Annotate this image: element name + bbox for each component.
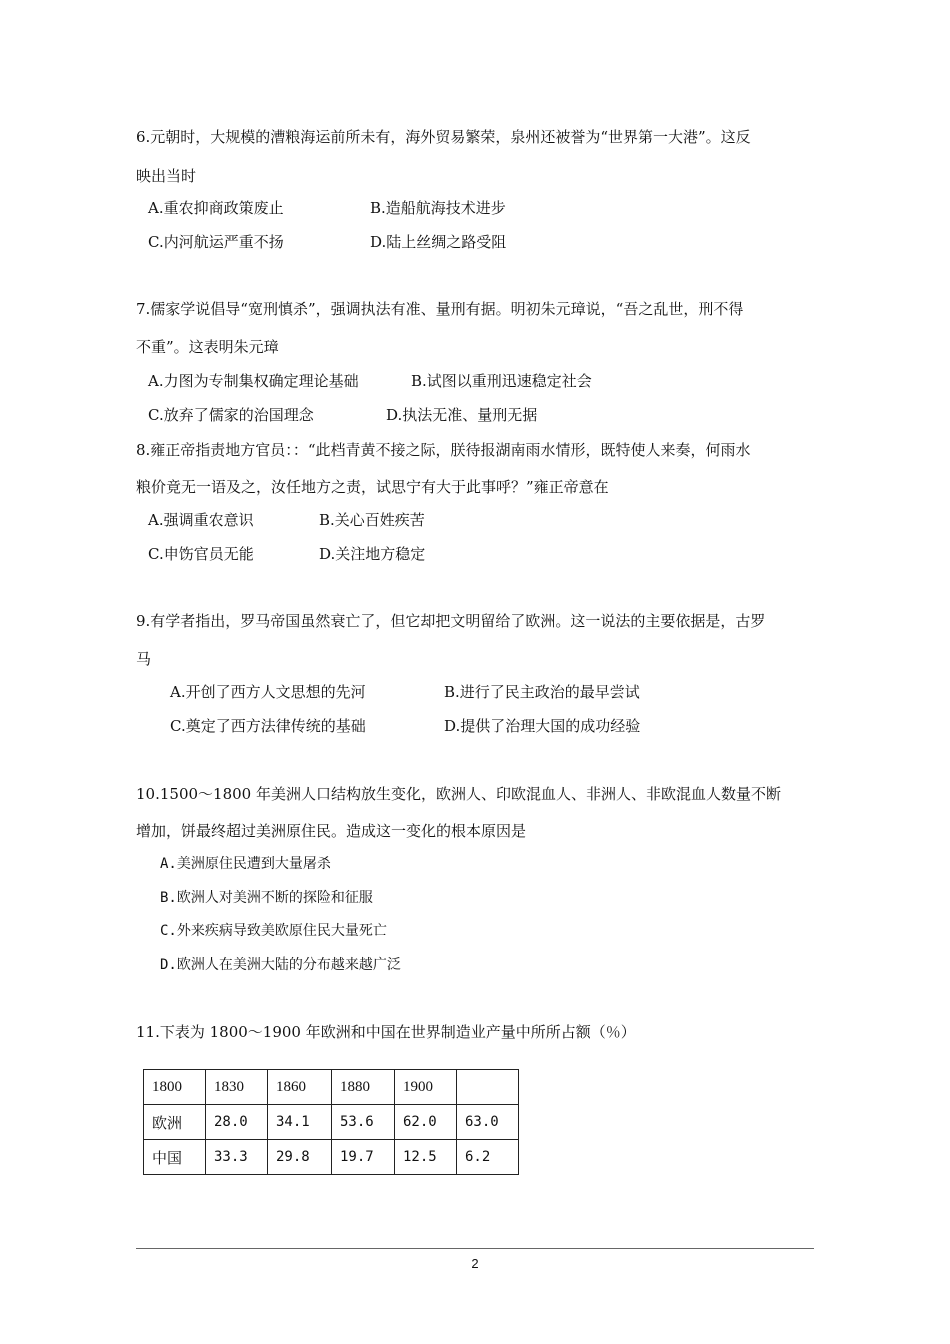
table-cell: 19.7: [332, 1140, 395, 1175]
table-cell: 1880: [332, 1070, 395, 1105]
table-cell: [457, 1070, 519, 1105]
q10-stem-line1: 10.1500～1800 年美洲人口结构放生变化，欧洲人、印欧混血人、非洲人、非欧混血人数量不断: [136, 785, 781, 803]
table-cell: 33.3: [206, 1140, 268, 1175]
table-cell: 欧洲: [144, 1105, 206, 1140]
q7-option-a: A.力图为专制集权确定理论基础: [148, 372, 359, 390]
q8-option-b: B.关心百姓疾苦: [319, 511, 425, 529]
q8-stem-line1: 8.雍正帝指责地方官员：：“此档青黄不接之际，朕待报湖南雨水情形，既特使人来奏，何雨水: [136, 441, 751, 459]
q9-stem-line1: 9.有学者指出，罗马帝国虽然衰亡了，但它却把文明留给了欧洲。这一说法的主要依据是，古罗: [136, 612, 766, 630]
q9-option-c: C.奠定了西方法律传统的基础: [170, 717, 366, 735]
q8-option-a: A.强调重农意识: [148, 511, 254, 529]
q9-option-b: B.进行了民主政治的最早尝试: [444, 683, 640, 701]
q8-option-d: D.关注地方稳定: [319, 545, 426, 563]
q6-option-b: B.造船航海技术进步: [370, 199, 506, 217]
q7-stem-line1: 7.儒家学说倡导“宽刑慎杀”，强调执法有准、量刑有据。明初朱元璋说，“吾之乱世，刑不得: [136, 300, 744, 318]
table-cell: 1830: [206, 1070, 268, 1105]
table-cell: 1800: [144, 1070, 206, 1105]
q11-stem-line1: 11.下表为 1800～1900 年欧洲和中国在世界制造业产量中所所占额（％）: [136, 1023, 636, 1041]
table-cell: 34.1: [268, 1105, 332, 1140]
q9-option-d: D.提供了治理大国的成功经验: [444, 717, 641, 735]
q10-option-c: C.外来疾病导致美欧原住民大量死亡: [160, 923, 387, 939]
q10-option-d: D.欧洲人在美洲大陆的分布越来越广泛: [160, 957, 401, 973]
table-cell: 29.8: [268, 1140, 332, 1175]
q6-stem-line1: 6.元朝时，大规模的漕粮海运前所未有，海外贸易繁荣，泉州还被誉为“世界第一大港”。这反: [136, 128, 751, 146]
table-row: [144, 1070, 519, 1105]
q7-option-c: C.放弃了儒家的治国理念: [148, 406, 314, 424]
q6-option-a: A.重农抑商政策废止: [148, 199, 284, 217]
table-cell: 中国: [144, 1140, 206, 1175]
table-cell: 1860: [268, 1070, 332, 1105]
q6-option-c: C.内河航运严重不扬: [148, 233, 284, 251]
table-cell: 62.0: [395, 1105, 457, 1140]
footer-divider: [136, 1248, 814, 1249]
table-cell: 12.5: [395, 1140, 457, 1175]
q6-stem-line2: 映出当时: [136, 167, 197, 185]
q7-stem-line2: 不重”。这表明朱元璋: [136, 338, 279, 356]
q9-stem-line2: 马: [136, 650, 152, 668]
table-row: [144, 1105, 519, 1140]
q6-option-d: D.陆上丝绸之路受阻: [370, 233, 507, 251]
q10-option-b: B.欧洲人对美洲不断的探险和征服: [160, 890, 373, 906]
q7-option-b: B.试图以重刑迅速稳定社会: [411, 372, 592, 390]
table-cell: 63.0: [457, 1105, 519, 1140]
manufacturing-share-table: [143, 1069, 519, 1175]
q7-option-d: D.执法无准、量刑无据: [386, 406, 538, 424]
table-cell: 6.2: [457, 1140, 519, 1175]
q10-option-a: A.美洲原住民遭到大量屠杀: [160, 856, 331, 872]
page-number: 2: [471, 1256, 479, 1271]
q8-option-c: C.申饬官员无能: [148, 545, 254, 563]
q9-option-a: A.开创了西方人文思想的先河: [170, 683, 366, 701]
q10-stem-line2: 增加，饼最终超过美洲原住民。造成这一变化的根本原因是: [136, 822, 527, 840]
table-cell: 1900: [395, 1070, 457, 1105]
table-cell: 28.0: [206, 1105, 268, 1140]
table-cell: 53.6: [332, 1105, 395, 1140]
q8-stem-line2: 粮价竟无一语及之，汝任地方之责，试思宁有大于此事呼？”雍正帝意在: [136, 478, 609, 496]
table-row: [144, 1140, 519, 1175]
